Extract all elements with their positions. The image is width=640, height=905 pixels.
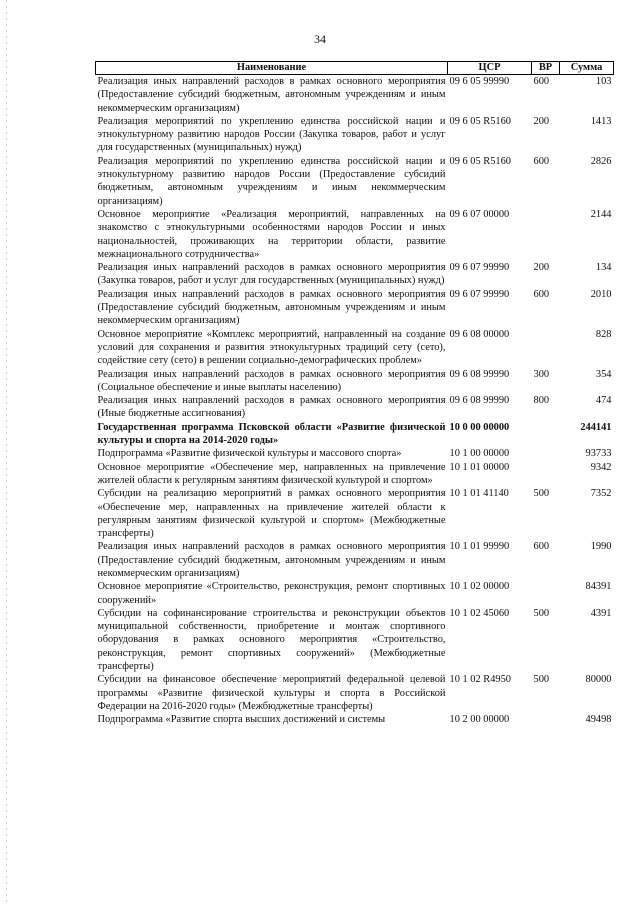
row-name-cell: Основное мероприятие «Реализация мероприятий, направленных на знакомство с этнокультурными особенностями народов России и иных национальностей, проживающих на территории области, развитие межнационального сотрудничества» — [97, 208, 446, 260]
row-csr-cell: 09 6 08 99990 — [449, 368, 510, 380]
row-sum-cell: 2144 — [590, 208, 612, 220]
table-row — [96, 328, 614, 368]
row-name-cell: Субсидии на реализацию мероприятий в рамках основного мероприятия «Обеспечение мер, направленных на привлечение жителей области к регулярным занятиям физической культурой и спортом» (Межбюджетные трансферты) — [97, 488, 446, 540]
row-csr-cell: 09 6 07 00000 — [449, 208, 510, 220]
row-name-cell: Государственная программа Псковской области «Развитие физической культуры и спорта на 2014-2020 годы» — [97, 421, 446, 447]
row-vr-cell: 600 — [533, 541, 550, 553]
row-vr-cell: 500 — [533, 674, 550, 686]
row-sum-cell: 84391 — [585, 581, 612, 593]
row-vr-cell: 500 — [533, 488, 550, 500]
row-csr-cell: 10 0 00 00000 — [449, 421, 510, 433]
row-vr-cell: 200 — [533, 115, 550, 127]
table-row — [96, 487, 614, 540]
row-sum-cell: 7352 — [590, 488, 612, 500]
table-row — [96, 713, 614, 726]
row-vr-cell — [532, 580, 560, 607]
table-header-row — [96, 62, 614, 75]
column-header-csr: ЦСР — [448, 62, 532, 75]
row-csr-cell: 09 6 08 99990 — [449, 395, 510, 407]
row-sum-cell: 103 — [595, 76, 612, 87]
table-row — [96, 461, 614, 488]
row-sum-cell: 828 — [595, 328, 612, 340]
row-csr-cell: 10 1 01 41140 — [449, 488, 509, 500]
row-name-cell: Реализация иных направлений расходов в рамках основного мероприятия (Предоставление субсидий бюджетным, автономным учреждениям и иным некоммерческим организациям) — [97, 288, 446, 327]
row-sum-cell: 474 — [595, 395, 612, 407]
row-name-cell: Подпрограмма «Развитие физической культуры и массового спорта» — [97, 448, 402, 460]
row-sum-cell: 9342 — [590, 461, 612, 473]
row-csr-cell: 09 6 05 R5160 — [449, 155, 511, 167]
row-sum-cell: 1990 — [590, 541, 612, 553]
row-name-cell: Основное мероприятие «Строительство, реконструкция, ремонт спортивных сооружений» — [97, 581, 446, 606]
row-name-cell: Реализация иных направлений расходов в рамках основного мероприятия (Закупка товаров, работ и услуг для государственных (муниципальных) нужд) — [97, 262, 446, 287]
row-sum-cell: 2826 — [590, 155, 612, 167]
budget-table — [95, 61, 614, 727]
row-name-cell: Подпрограмма «Развитие спорта высших достижений и системы — [97, 714, 386, 726]
scan-edge-mark — [6, 0, 7, 905]
row-vr-cell: 600 — [533, 76, 550, 87]
row-sum-cell: 49498 — [585, 714, 612, 726]
row-vr-cell — [532, 421, 560, 448]
row-csr-cell: 10 1 02 R4950 — [449, 674, 511, 686]
row-name-cell: Субсидии на финансовое обеспечение мероприятий федеральной целевой программы «Развитие физической культуры и спорта в Российской Федерации на 2016-2020 годы» (Межбюджетные трансферты) — [97, 674, 446, 712]
row-name-cell: Субсидии на софинансирование строительства и реконструкции объектов муниципальной собственности, приобретение и монтаж спортивного оборудования в рамках основного мероприятия «Строительство, реконструкция, ремонт спортивных сооружений» (Межбюджетные трансферты) — [97, 607, 446, 673]
row-csr-cell: 10 1 00 00000 — [449, 448, 510, 460]
table-row — [96, 368, 614, 395]
table-row — [96, 447, 614, 460]
row-vr-cell: 800 — [533, 395, 550, 407]
table-row — [96, 155, 614, 208]
row-vr-cell: 200 — [533, 262, 550, 274]
row-csr-cell: 09 6 08 00000 — [449, 328, 510, 340]
row-sum-cell: 354 — [595, 368, 612, 380]
row-vr-cell — [532, 447, 560, 460]
row-vr-cell: 500 — [533, 607, 550, 619]
row-sum-cell: 1413 — [590, 115, 612, 127]
row-csr-cell: 09 6 05 99990 — [449, 76, 510, 87]
table-row — [96, 261, 614, 288]
row-sum-cell: 93733 — [585, 448, 612, 460]
row-vr-cell: 600 — [533, 155, 550, 167]
table-row — [96, 75, 614, 115]
column-header-vr: ВР — [532, 62, 560, 75]
column-header-name: Наименование — [96, 62, 448, 75]
row-name-cell: Реализация иных направлений расходов в рамках основного мероприятия (Предоставление субсидий бюджетным, автономным учреждениям и иным некоммерческим организациям) — [97, 541, 446, 579]
row-csr-cell: 09 6 07 99990 — [449, 262, 510, 274]
row-sum-cell: 2010 — [590, 288, 612, 300]
table-row — [96, 421, 614, 448]
row-name-cell: Реализация мероприятий по укреплению единства российской нации и этнокультурному развитию народов России (Закупка товаров, работ и услуг для государственных (муниципальных) нужд) — [97, 115, 446, 154]
row-name-cell: Основное мероприятие «Обеспечение мер, направленных на привлечение жителей области к регулярным занятиям физической культурой и спортом» — [97, 461, 446, 486]
table-row — [96, 673, 614, 713]
row-csr-cell: 10 1 02 45060 — [449, 607, 510, 619]
row-sum-cell: 134 — [595, 262, 612, 274]
row-vr-cell — [532, 713, 560, 726]
table-row — [96, 607, 614, 673]
row-vr-cell: 300 — [533, 368, 550, 380]
row-sum-cell: 4391 — [590, 607, 612, 619]
row-csr-cell: 09 6 07 99990 — [449, 288, 510, 300]
column-header-sum: Сумма — [560, 62, 614, 75]
row-name-cell: Реализация иных направлений расходов в рамках основного мероприятия (Предоставление субсидий бюджетным, автономным учреждениям и иным некоммерческим организациям) — [97, 76, 446, 114]
page-number: 34 — [314, 32, 326, 46]
row-name-cell: Реализация мероприятий по укреплению единства российской нации и этнокультурному развитию народов России (Предоставление субсидий бюджетным, автономным учреждениям и иным некоммерческим организациям) — [97, 155, 446, 207]
row-sum-cell: 244141 — [580, 421, 612, 433]
row-csr-cell: 09 6 05 R5160 — [449, 115, 511, 127]
row-csr-cell: 10 1 01 99990 — [449, 541, 510, 553]
table-row — [96, 288, 614, 328]
row-csr-cell: 10 1 01 00000 — [449, 461, 510, 473]
table-row — [96, 115, 614, 155]
row-name-cell: Основное мероприятие «Комплекс мероприятий, направленный на создание условий для сохранения и развития этнокультурных традиций сету (сето), содействие сету (сето) в решении социально-демографических проблем» — [97, 328, 446, 367]
row-csr-cell: 10 1 02 00000 — [449, 581, 510, 593]
row-vr-cell: 600 — [533, 288, 550, 300]
row-vr-cell — [532, 328, 560, 368]
table-row — [96, 208, 614, 261]
row-csr-cell: 10 2 00 00000 — [449, 714, 510, 726]
table-row — [96, 580, 614, 607]
table-row — [96, 394, 614, 421]
row-sum-cell: 80000 — [585, 674, 612, 686]
row-vr-cell — [532, 461, 560, 488]
table-row — [96, 540, 614, 580]
row-name-cell: Реализация иных направлений расходов в рамках основного мероприятия (Иные бюджетные ассигнования) — [97, 395, 446, 420]
table-body — [96, 75, 614, 727]
row-vr-cell — [532, 208, 560, 261]
row-name-cell: Реализация иных направлений расходов в рамках основного мероприятия (Социальное обеспечение и иные выплаты населению) — [97, 368, 446, 393]
